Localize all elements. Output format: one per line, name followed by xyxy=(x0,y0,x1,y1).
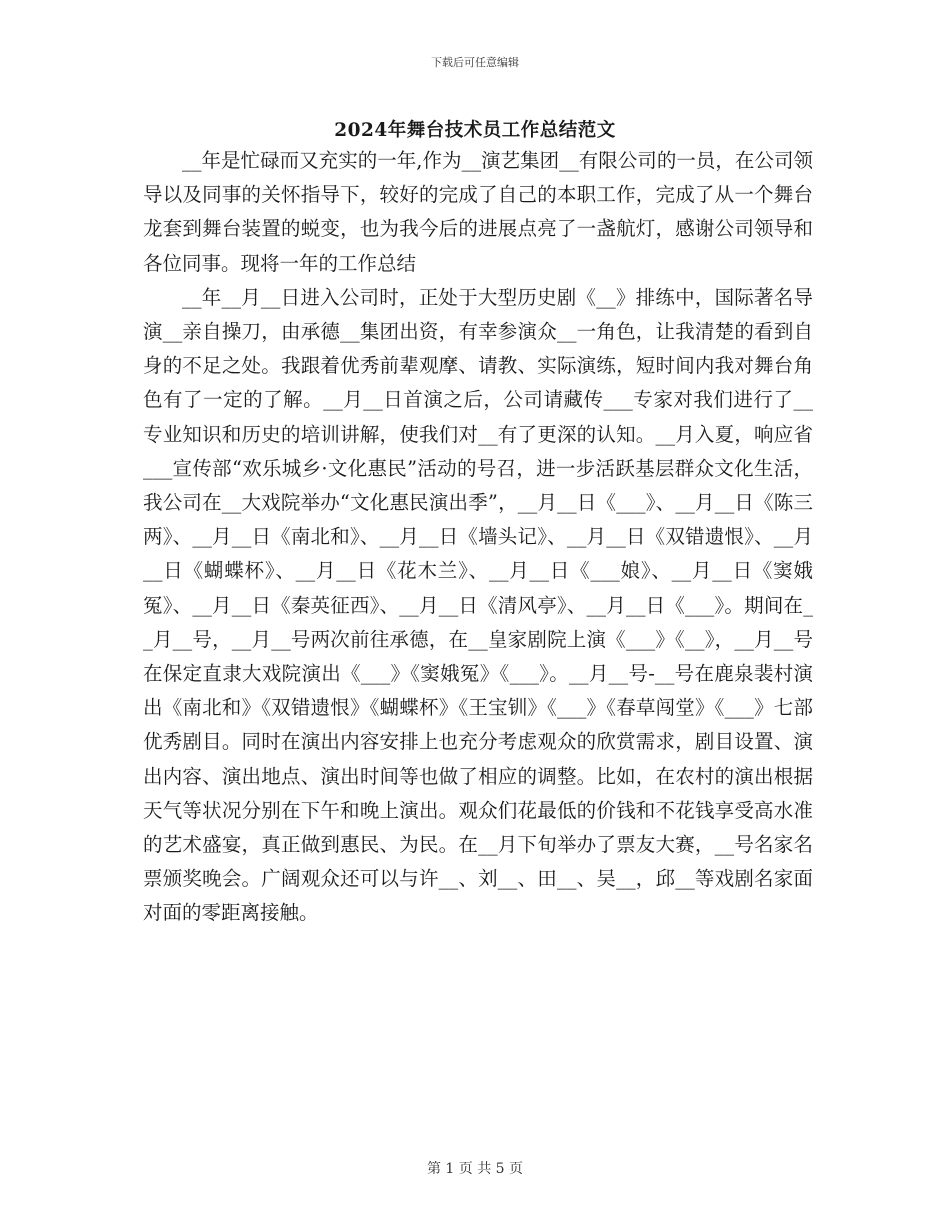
document-title: 2024年舞台技术员工作总结范文 xyxy=(334,120,616,141)
paragraph-intro: __年是忙碌而又充实的一年,作为__演艺集团__有限公司的一员，在公司领导以及同事的关怀指导下，较好的完成了自己的本职工作，完成了从一个舞台龙套到舞台装置的蜕变，也为我今后的进展点亮了一盏航灯，感谢公司领导和各位同事。现将一年的工作总结 xyxy=(143,149,813,275)
document-body xyxy=(143,144,813,931)
page-footer-page-number: 第 1 页 共 5 页 xyxy=(426,1161,524,1177)
page-header-note: 下载后可任意编辑 xyxy=(431,56,519,69)
paragraph-performances: __年__月__日进入公司时，正处于大型历史剧《__》排练中，国际著名导演__亲自操刀，由承德__集团出资，有幸参演众__一角色，让我清楚的看到自身的不足之处。我跟着优秀前辈观摩、请教、实际演练，短时间内我对舞台角色有了一定的了解。__月__日首演之后，公司请藏传___专家对我们进行了__专业知识和历史的培训讲解，使我们对__有了更深的认知。__月入夏，响应省___宣传部“欢乐城乡·文化惠民”活动的号召，进一步活跃基层群众文化生活，我公司在__大戏院举办“文化惠民演出季”，__月__日《___》、__月__日《陈三两》、__月__日《南北和》、__月__日《墙头记》、__月__日《双错遗恨》、__月__日《蝴蝶杯》、__月__日《花木兰》、__月__日《___娘》、__月__日《窦娥冤》、__月__日《秦英征西》、__月__日《清风亭》、__月__日《___》。期间在__月__号，__月__号两次前往承德，在__皇家剧院上演《___》《__》，__月__号在保定直隶大戏院演出《___》《窦娥冤》《___》。__月__号-__号在鹿泉裴村演出《南北和》《双错遗恨》《蝴蝶杯》《王宝钏》《___》《春草闯堂》《___》七部优秀剧目。同时在演出内容安排上也充分考虑观众的欣赏需求，剧目设置、演出内容、演出地点、演出时间等也做了相应的调整。比如，在农村的演出根据天气等状况分别在下午和晚上演出。观众们花最低的价钱和不花钱享受高水准的艺术盛宴，真正做到惠民、为民。在__月下旬举办了票友大赛，__号名家名票颁奖晚会。广阔观众还可以与许__、刘__、田__、吴__，邱__等戏剧名家面对面的零距离接触。 xyxy=(143,285,813,925)
